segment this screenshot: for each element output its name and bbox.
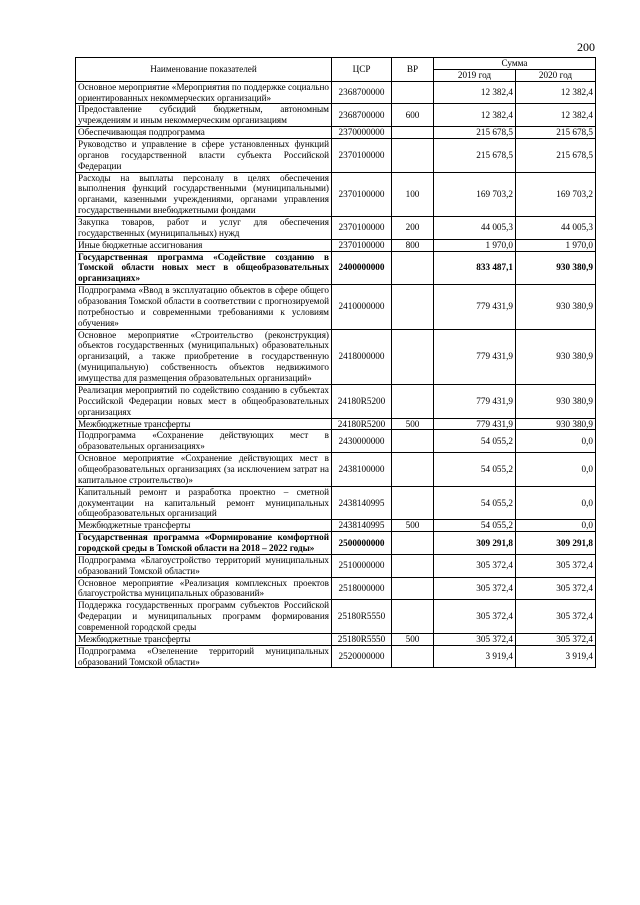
row-value-2019: 215 678,5: [434, 139, 516, 173]
row-name: Реализация мероприятий по содействию созданию в субъектах Российской Федерации новых мест в общеобразовательных организациях: [76, 384, 332, 418]
header-sum: Сумма: [434, 58, 596, 70]
table-row: [76, 645, 596, 668]
row-value-2020: 305 372,4: [516, 554, 596, 577]
row-value-2019: 54 055,2: [434, 486, 516, 520]
table-body: [76, 81, 596, 668]
row-vr: [392, 285, 434, 329]
row-name: Государственная программа «Содействие созданию в Томской области новых мест в общеобразовательных организациях»: [76, 251, 332, 285]
row-code: 2370100000: [332, 172, 392, 216]
row-code: 25180R5550: [332, 600, 392, 634]
row-name: Подпрограмма «Ввод в эксплуатацию объектов в сфере общего образования Томской области в соответствии с прогнозируемой потребностью и современными требованиями к условиям обучения»: [76, 285, 332, 329]
row-code: 2370100000: [332, 239, 392, 251]
row-value-2020: 305 372,4: [516, 600, 596, 634]
row-value-2019: 3 919,4: [434, 645, 516, 668]
row-vr: [392, 384, 434, 418]
row-value-2019: 215 678,5: [434, 127, 516, 139]
row-vr: 500: [392, 418, 434, 430]
table-row: [76, 633, 596, 645]
table-row: [76, 554, 596, 577]
row-value-2019: 779 431,9: [434, 329, 516, 384]
row-vr: [392, 139, 434, 173]
row-code: 24180R5200: [332, 418, 392, 430]
row-name: Поддержка государственных программ субъектов Российской Федерации и муниципальных программ формирования современной городской среды: [76, 600, 332, 634]
row-code: 2438140995: [332, 486, 392, 520]
header-row: [76, 58, 596, 70]
header-year-2019: 2019 год: [434, 69, 516, 81]
row-vr: [392, 600, 434, 634]
row-value-2019: 305 372,4: [434, 577, 516, 600]
table-row: [76, 418, 596, 430]
row-name: Подпрограмма «Озеленение территорий муниципальных образований Томской области»: [76, 645, 332, 668]
row-value-2020: 309 291,8: [516, 532, 596, 555]
row-code: 2370100000: [332, 139, 392, 173]
row-value-2020: 0,0: [516, 520, 596, 532]
row-name: Предоставление субсидий бюджетным, автономным учреждениям и иным некоммерческим организациям: [76, 104, 332, 127]
table-row: [76, 285, 596, 329]
row-value-2020: 930 380,9: [516, 418, 596, 430]
table-row: [76, 577, 596, 600]
row-vr: [392, 532, 434, 555]
row-name: Основное мероприятие «Реализация комплексных проектов благоустройства муниципальных образований»: [76, 577, 332, 600]
row-value-2019: 12 382,4: [434, 104, 516, 127]
table-row: [76, 329, 596, 384]
row-vr: [392, 645, 434, 668]
row-name: Государственная программа «Формирование комфортной городской среды в Томской области на 2018 – 2022 годы»: [76, 532, 332, 555]
row-name: Подпрограмма «Благоустройство территорий муниципальных образований Томской области»: [76, 554, 332, 577]
row-value-2020: 305 372,4: [516, 633, 596, 645]
header-vr: ВР: [392, 58, 434, 82]
table-row: [76, 251, 596, 285]
row-code: 2518000000: [332, 577, 392, 600]
row-value-2020: 44 005,3: [516, 217, 596, 240]
row-value-2020: 930 380,9: [516, 285, 596, 329]
row-name: Основное мероприятие «Сохранение действующих мест в общеобразовательных организациях (за исключением затрат на капитальное строительство)»: [76, 453, 332, 487]
row-value-2020: 3 919,4: [516, 645, 596, 668]
table-row: [76, 600, 596, 634]
row-value-2019: 44 005,3: [434, 217, 516, 240]
row-value-2019: 779 431,9: [434, 285, 516, 329]
row-value-2020: 215 678,5: [516, 139, 596, 173]
row-vr: [392, 127, 434, 139]
row-vr: 800: [392, 239, 434, 251]
table-row: [76, 486, 596, 520]
row-value-2019: 1 970,0: [434, 239, 516, 251]
row-value-2019: 54 055,2: [434, 453, 516, 487]
row-code: 2418000000: [332, 329, 392, 384]
row-name: Руководство и управление в сфере установленных функций органов государственной власти субъекта Российской Федерации: [76, 139, 332, 173]
row-value-2020: 12 382,4: [516, 81, 596, 104]
page-number: 200: [577, 40, 595, 54]
table-row: [76, 430, 596, 453]
row-code: 2368700000: [332, 81, 392, 104]
table-row: [76, 453, 596, 487]
table-row: [76, 217, 596, 240]
row-value-2020: 930 380,9: [516, 251, 596, 285]
row-value-2020: 0,0: [516, 430, 596, 453]
row-name: Основное мероприятие «Мероприятия по поддержке социально ориентированных некоммерческих организаций»: [76, 81, 332, 104]
row-value-2019: 54 055,2: [434, 520, 516, 532]
row-name: Капитальный ремонт и разработка проектно – сметной документации на капитальный ремонт муниципальных общеобразовательных организаций: [76, 486, 332, 520]
row-value-2020: 12 382,4: [516, 104, 596, 127]
table-row: [76, 139, 596, 173]
table-row: [76, 104, 596, 127]
row-vr: 500: [392, 520, 434, 532]
header-name: Наименование показателей: [76, 58, 332, 82]
row-value-2019: 833 487,1: [434, 251, 516, 285]
row-value-2020: 169 703,2: [516, 172, 596, 216]
row-value-2020: 0,0: [516, 486, 596, 520]
row-value-2019: 309 291,8: [434, 532, 516, 555]
row-value-2020: 930 380,9: [516, 329, 596, 384]
row-name: Межбюджетные трансферты: [76, 520, 332, 532]
row-name: Подпрограмма «Сохранение действующих мест в образовательных организациях»: [76, 430, 332, 453]
table-row: [76, 532, 596, 555]
row-code: 2370000000: [332, 127, 392, 139]
row-value-2019: 169 703,2: [434, 172, 516, 216]
row-value-2019: 779 431,9: [434, 384, 516, 418]
row-value-2019: 12 382,4: [434, 81, 516, 104]
row-code: 2410000000: [332, 285, 392, 329]
table-row: [76, 127, 596, 139]
row-vr: [392, 251, 434, 285]
row-name: Закупка товаров, работ и услуг для обеспечения государственных (муниципальных) нужд: [76, 217, 332, 240]
row-code: 2400000000: [332, 251, 392, 285]
row-code: 25180R5550: [332, 633, 392, 645]
row-code: 2500000000: [332, 532, 392, 555]
row-value-2019: 305 372,4: [434, 554, 516, 577]
header-code: ЦСР: [332, 58, 392, 82]
table-row: [76, 81, 596, 104]
budget-table: [75, 57, 596, 668]
header-year-2020: 2020 год: [516, 69, 596, 81]
row-code: 2520000000: [332, 645, 392, 668]
row-vr: [392, 329, 434, 384]
row-value-2019: 305 372,4: [434, 633, 516, 645]
row-vr: 600: [392, 104, 434, 127]
row-code: 2368700000: [332, 104, 392, 127]
row-name: Основное мероприятие «Строительство (реконструкция) объектов государственных (муниципальных) образовательных организаций, а также приобретение в государственную (муниципальную) собственность объектов недвижимого имущества для размещения образовательных организаций»: [76, 329, 332, 384]
row-code: 2370100000: [332, 217, 392, 240]
row-code: 2438100000: [332, 453, 392, 487]
row-value-2020: 930 380,9: [516, 384, 596, 418]
row-code: 2430000000: [332, 430, 392, 453]
table-row: [76, 520, 596, 532]
row-vr: 200: [392, 217, 434, 240]
table-row: [76, 384, 596, 418]
row-value-2019: 54 055,2: [434, 430, 516, 453]
row-vr: [392, 577, 434, 600]
row-value-2020: 305 372,4: [516, 577, 596, 600]
table-row: [76, 172, 596, 216]
row-vr: [392, 486, 434, 520]
row-vr: 500: [392, 633, 434, 645]
row-code: 2510000000: [332, 554, 392, 577]
row-value-2020: 1 970,0: [516, 239, 596, 251]
row-value-2020: 0,0: [516, 453, 596, 487]
row-vr: 100: [392, 172, 434, 216]
row-code: 24180R5200: [332, 384, 392, 418]
row-value-2019: 305 372,4: [434, 600, 516, 634]
row-name: Обеспечивающая подпрограмма: [76, 127, 332, 139]
row-vr: [392, 554, 434, 577]
row-value-2019: 779 431,9: [434, 418, 516, 430]
table-row: [76, 239, 596, 251]
row-vr: [392, 81, 434, 104]
row-name: Иные бюджетные ассигнования: [76, 239, 332, 251]
row-vr: [392, 453, 434, 487]
row-name: Межбюджетные трансферты: [76, 633, 332, 645]
row-vr: [392, 430, 434, 453]
row-name: Расходы на выплаты персоналу в целях обеспечения выполнения функций государственными (муниципальными) органами, казенными учреждениями, органами управления государственными внебюджетными фондами: [76, 172, 332, 216]
row-code: 2438140995: [332, 520, 392, 532]
row-name: Межбюджетные трансферты: [76, 418, 332, 430]
row-value-2020: 215 678,5: [516, 127, 596, 139]
